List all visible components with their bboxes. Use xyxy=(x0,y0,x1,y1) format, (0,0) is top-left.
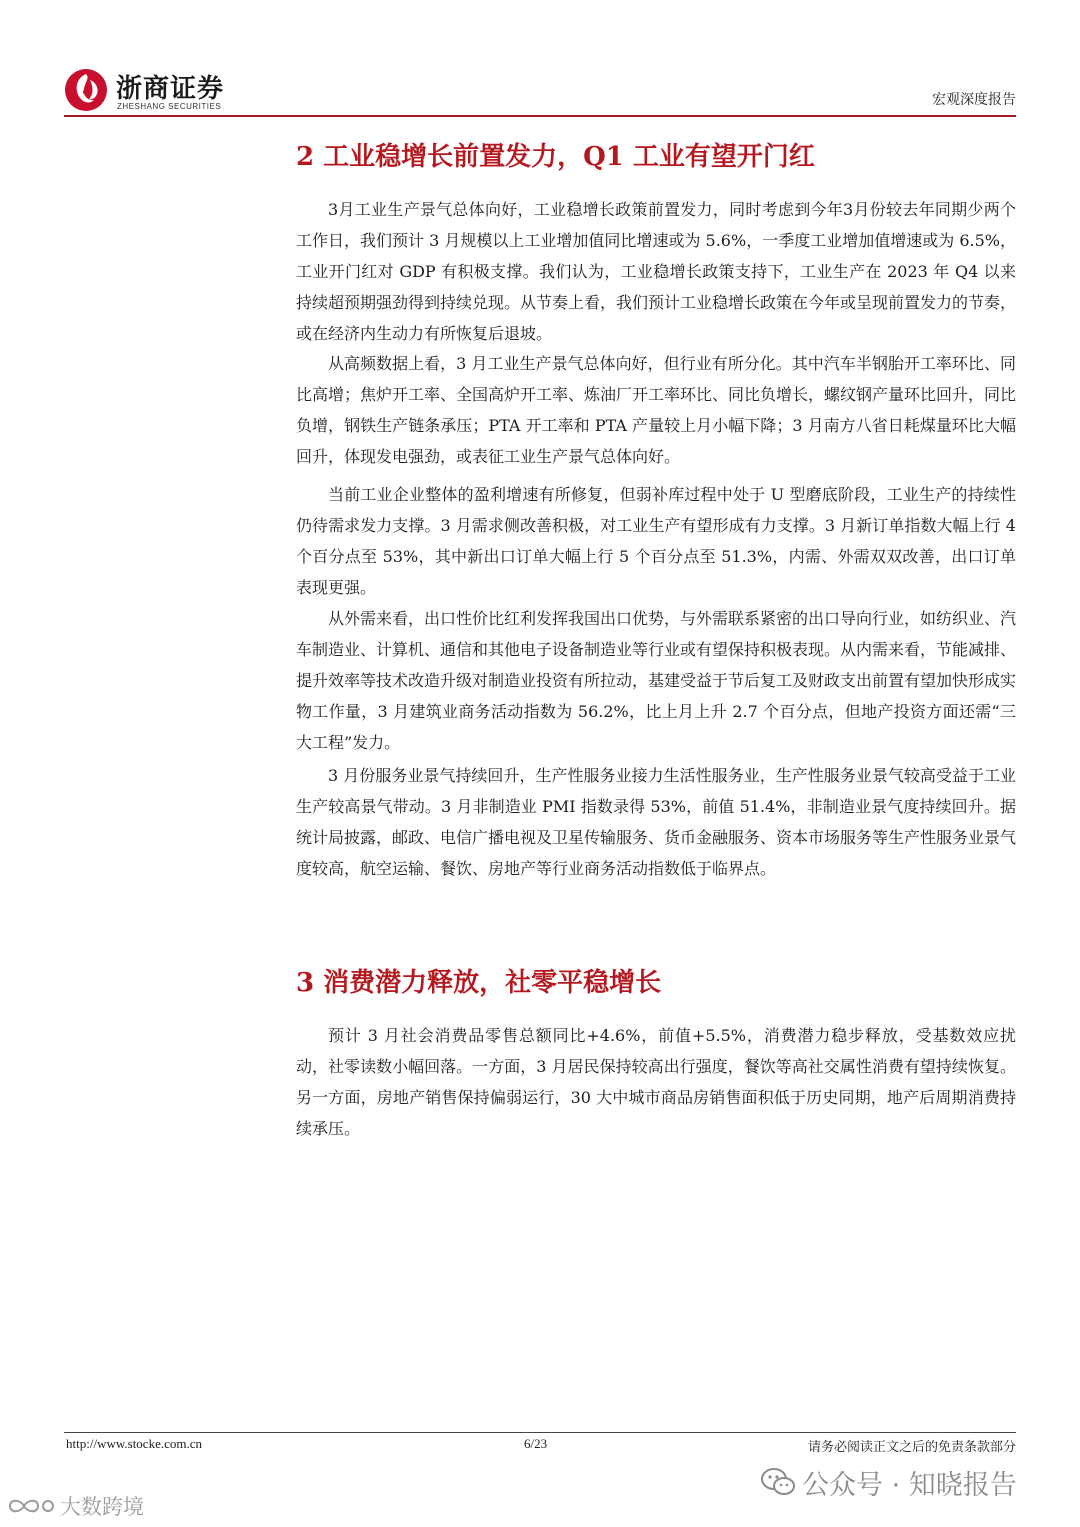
logo-chinese-name: 浙商证券 xyxy=(116,74,225,104)
platform-watermark xyxy=(6,1490,144,1522)
section-title-industry: 2 工业稳增长前置发力，Q1 工业有望开门红 xyxy=(296,142,815,172)
footer-website-link[interactable]: http://www.stocke.com.cn xyxy=(66,1436,202,1451)
platform-logo-icon xyxy=(6,1494,56,1518)
company-logo xyxy=(64,64,294,116)
paragraph: 预计 3 月社会消费品零售总额同比+4.6%，前值+5.5%，消费潜力稳步释放，受基数效应扰动，社零读数小幅回落。一方面，3 月居民保持较高出行强度，餐饮等高社交属性消费有望持续恢复。另一方面，房地产销售保持偏弱运行，30 大中城市商品房销售面积低于历史同期，地产后周期消费持续承压。 xyxy=(296,1026,1016,1138)
header-divider xyxy=(64,115,1016,117)
report-type-label: 宏观深度报告 xyxy=(932,92,1016,108)
page-header xyxy=(64,64,1016,116)
logo-english-name: ZHESHANG SECURITIES xyxy=(117,102,222,111)
paragraph: 从高频数据上看，3 月工业生产景气总体向好，但行业有所分化。其中汽车半钢胎开工率环比、同比高增；焦炉开工率、全国高炉开工率、炼油厂开工率环比、同比负增长，螺纹钢产量环比回升，同比负增，钢铁生产链条承压；PTA 开工率和 PTA 产量较上月小幅下降；3 月南方八省日耗煤量环比大幅回升，体现发电强劲，或表征工业生产景气总体向好。 xyxy=(296,354,1017,466)
zheshang-logo-icon xyxy=(64,68,108,112)
wechat-watermark-text: 公众号 · 知晓报告 xyxy=(802,1469,1017,1501)
footer-disclaimer: 请务必阅读正文之后的免责条款部分 xyxy=(807,1440,1016,1455)
section-title-consumption: 3 消费潜力释放，社零平稳增长 xyxy=(296,968,662,998)
wechat-icon xyxy=(760,1467,796,1497)
paragraph: 3月工业生产景气总体向好，工业稳增长政策前置发力，同时考虑到今年3月份较去年同期少两个工作日，我们预计 3 月规模以上工业增加值同比增速或为 5.6%，一季度工业增加值增速或为 6.5%，工业开门红对 GDP 有积极支撑。我们认为，工业稳增长政策支持下，工业生产在 2023 年 Q4 以来持续超预期强劲得到持续兑现。从节奏上看，我们预计工业稳增长政策在今年或呈现前置发力的节奏，或在经济内生动力有所恢复后退坡。 xyxy=(296,200,1017,343)
wechat-watermark xyxy=(760,1462,1017,1502)
paragraph: 3 月份服务业景气持续回升，生产性服务业接力生活性服务业，生产性服务业景气较高受益于工业生产较高景气带动。3 月非制造业 PMI 指数录得 53%，前值 51.4%，非制造业景气度持续回升。据统计局披露，邮政、电信广播电视及卫星传输服务、货币金融服务、资本市场服务等生产性服务业景气度较高，航空运输、餐饮、房地产等行业商务活动指数低于临界点。 xyxy=(296,766,1017,878)
platform-watermark-text: 大数跨境 xyxy=(60,1495,144,1519)
footer-divider xyxy=(64,1432,1016,1433)
paragraph: 当前工业企业整体的盈利增速有所修复，但弱补库过程中处于 U 型磨底阶段，工业生产的持续性仍待需求发力支撑。3 月需求侧改善积极，对工业生产有望形成有力支撑。3 月新订单指数大幅上行 4 个百分点至 53%，其中新出口订单大幅上行 5 个百分点至 51.3%，内需、外需双双改善，出口订单表现更强。 xyxy=(296,485,1016,597)
paragraph: 从外需来看，出口性价比红利发挥我国出口优势，与外需联系紧密的出口导向行业，如纺织业、汽车制造业、计算机、通信和其他电子设备制造业等行业或有望保持积极表现。从内需来看，节能减排、提升效率等技术改造升级对制造业投资有所拉动，基建受益于节后复工及财政支出前置有望加快形成实物工作量，3 月建筑业商务活动指数为 56.2%，比上月上升 2.7 个百分点，但地产投资方面还需“三大工程”发力。 xyxy=(296,609,1017,752)
page-number: 6/23 xyxy=(524,1436,548,1451)
